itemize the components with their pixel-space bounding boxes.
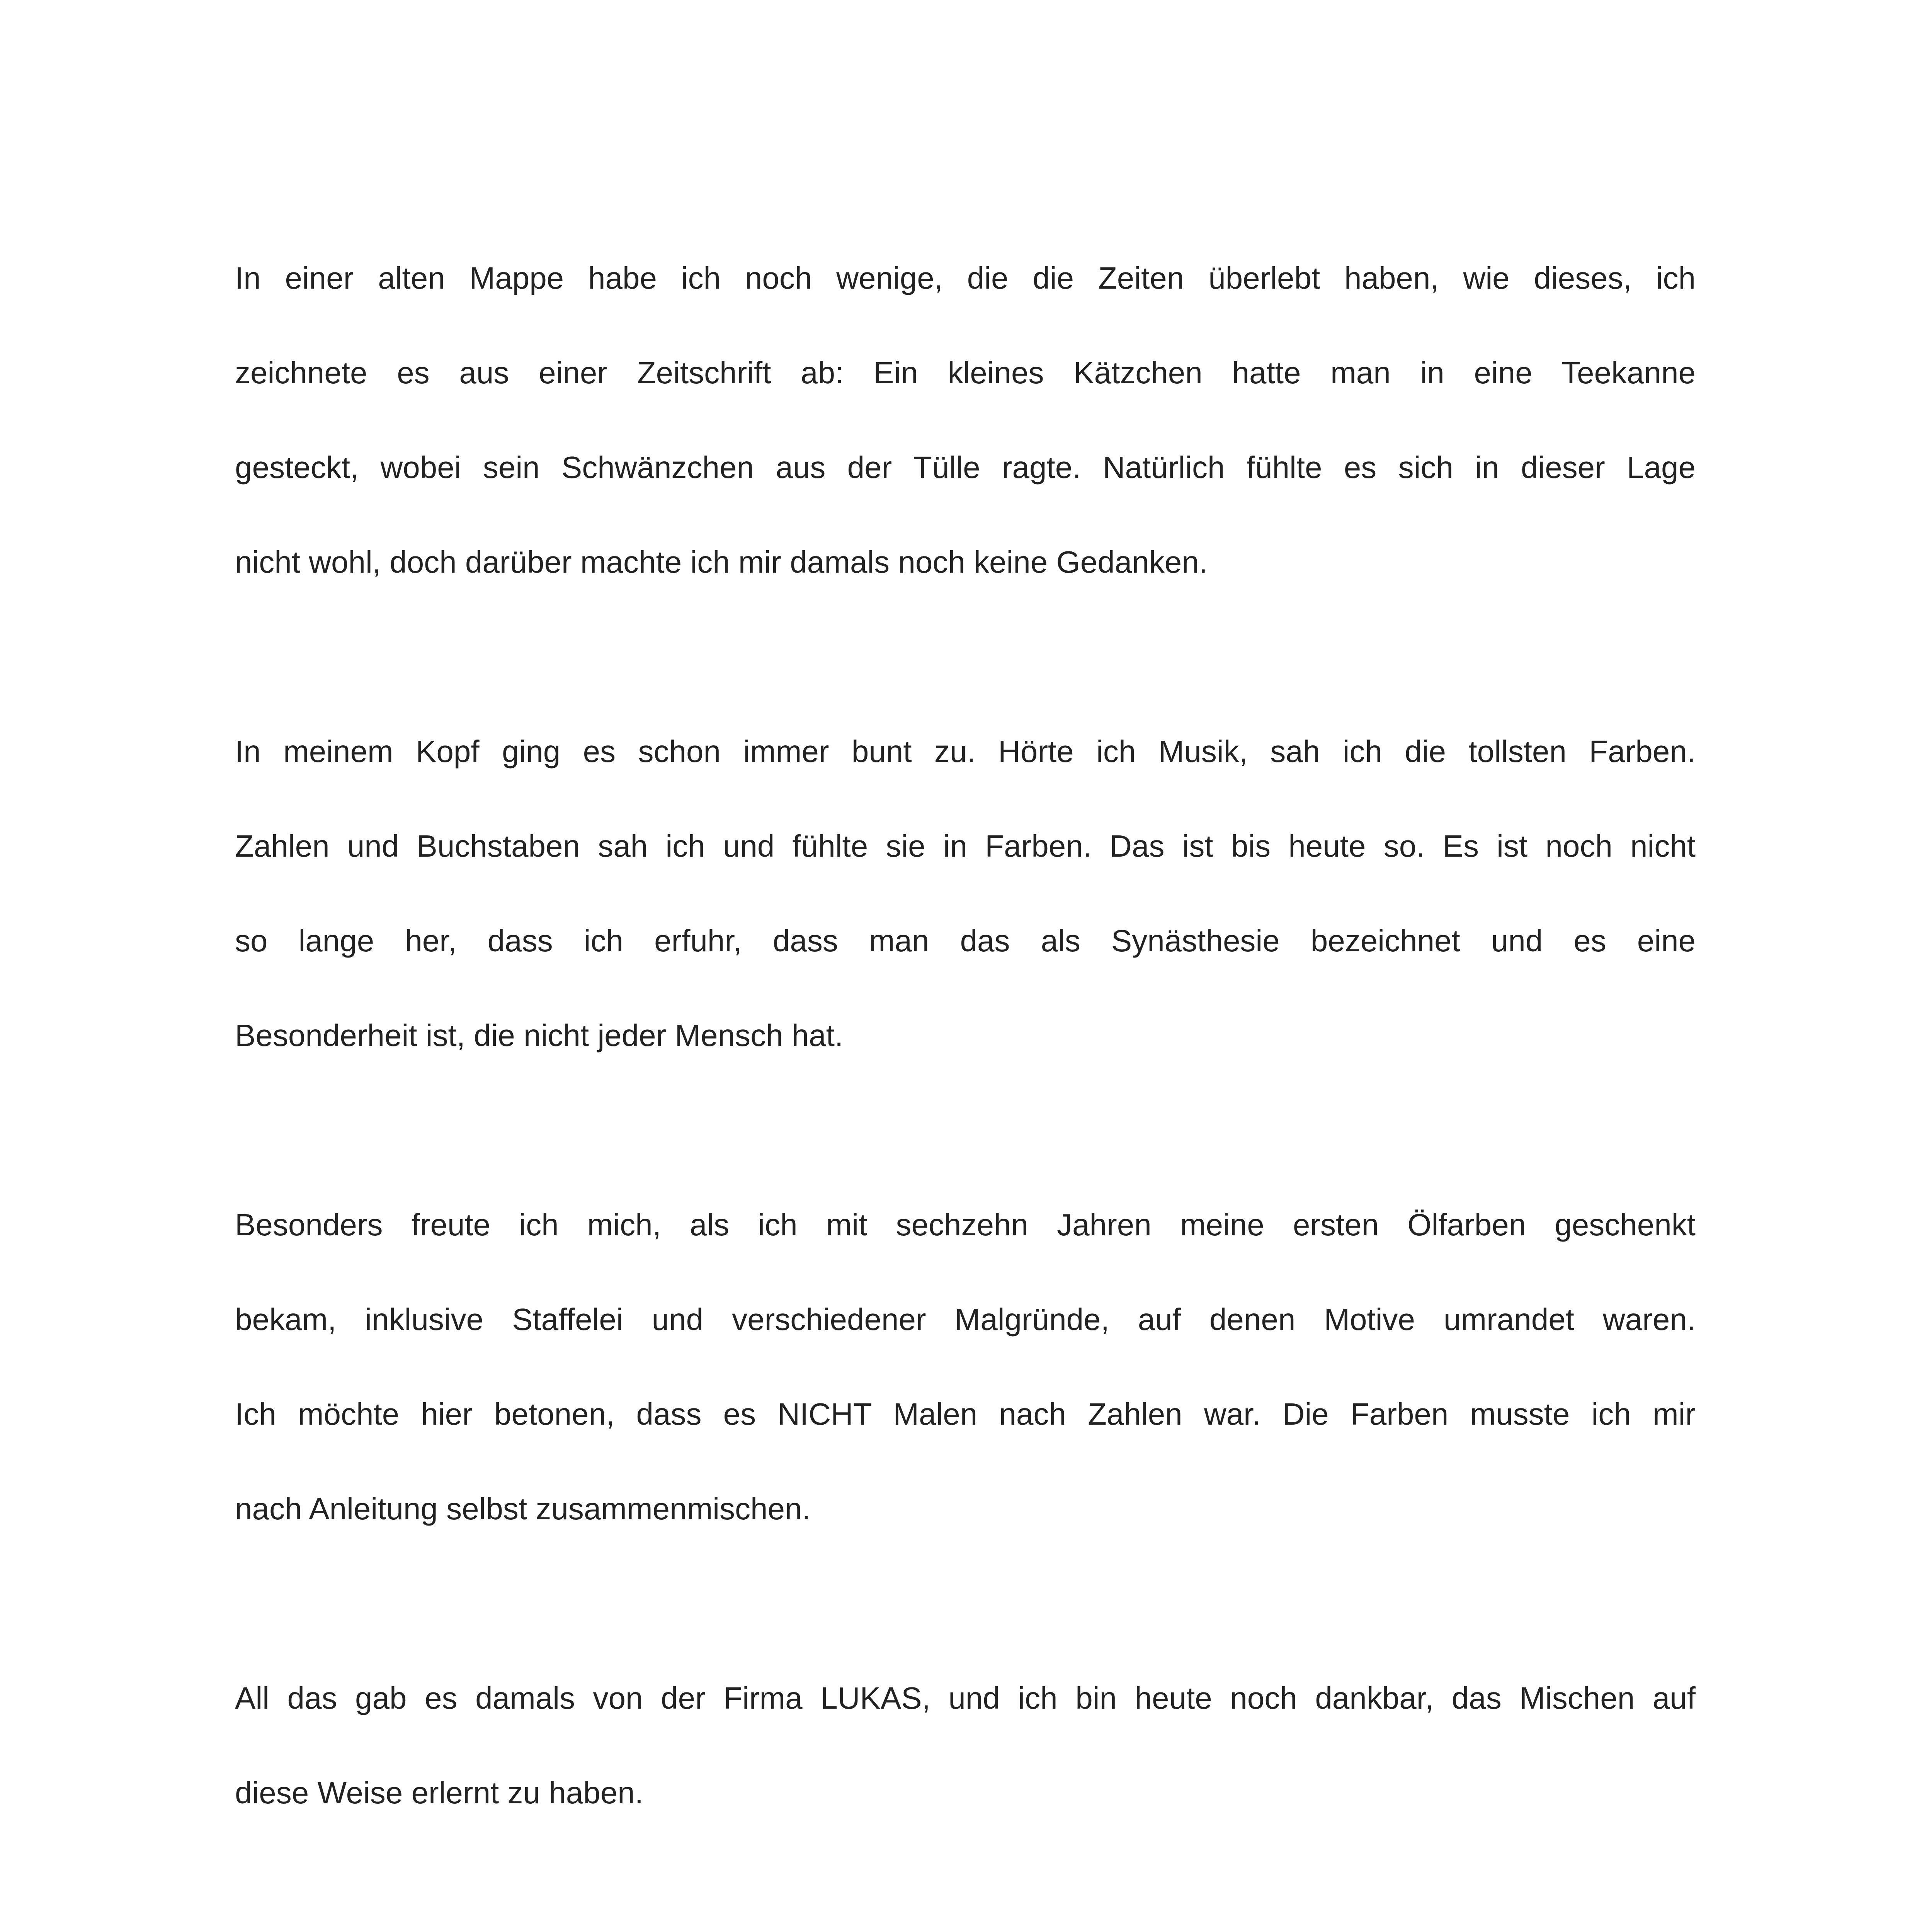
paragraph-2-line-1: In meinem Kopf ging es schon immer bunt zu. Hörte ich Musik, sah ich die tollsten Farben. [235,734,1696,769]
paragraph-2-line-3: so lange her, dass ich erfuhr, dass man das als Synästhesie bezeichnet und es eine [235,923,1696,958]
paragraph-3-line-4: nach Anleitung selbst zusammenmischen. [235,1492,811,1526]
paragraph-2-line-2: Zahlen und Buchstaben sah ich und fühlte sie in Farben. Das ist bis heute so. Es ist noch nicht [235,829,1696,863]
paragraph-1-line-1: In einer alten Mappe habe ich noch wenige, die die Zeiten überlebt haben, wie dieses, ich [235,261,1696,295]
paragraph-2-line-4: Besonderheit ist, die nicht jeder Mensch hat. [235,1018,844,1053]
paragraph-4-line-2: diese Weise erlernt zu haben. [235,1776,643,1810]
paragraph-3-line-3: Ich möchte hier betonen, dass es NICHT Malen nach Zahlen war. Die Farben musste ich mir [235,1397,1696,1431]
paragraph-1-line-4: nicht wohl, doch darüber machte ich mir damals noch keine Gedanken. [235,545,1208,579]
paragraph-3-line-1: Besonders freute ich mich, als ich mit sechzehn Jahren meine ersten Ölfarben geschenkt [235,1208,1696,1242]
paragraph-1-line-2: zeichnete es aus einer Zeitschrift ab: Ein kleines Kätzchen hatte man in eine Teekanne [235,355,1696,390]
paragraph-4-line-1: All das gab es damals von der Firma LUKAS, und ich bin heute noch dankbar, das Mischen auf [235,1681,1696,1715]
paragraph-3-line-2: bekam, inklusive Staffelei und verschiedener Malgründe, auf denen Motive umrandet waren. [235,1302,1696,1337]
paragraph-1-line-3: gesteckt, wobei sein Schwänzchen aus der Tülle ragte. Natürlich fühlte es sich in dieser Lage [235,450,1696,485]
